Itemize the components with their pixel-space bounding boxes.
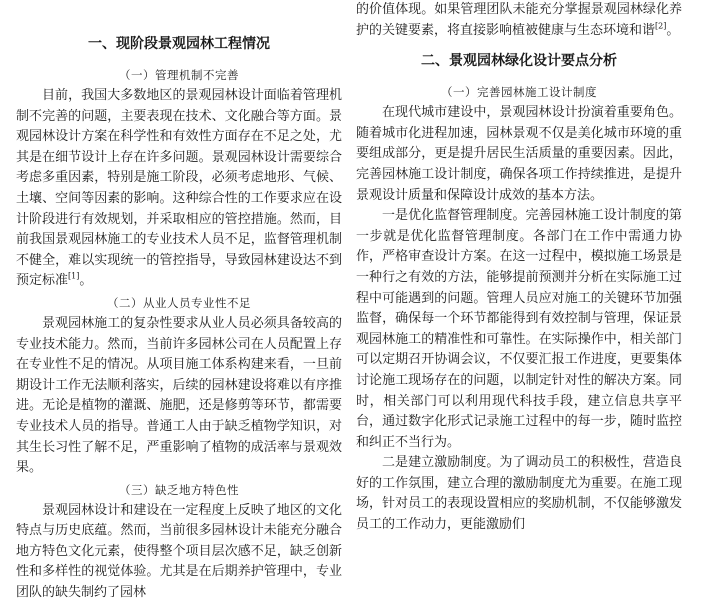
paragraph-continued xyxy=(356,0,682,41)
paragraph-incentive: 二是建立激励制度。为了调动员工的积极性，营造良好的工作氛围，建立合理的激励制度尤为重要。在施工现场，针对员工的表现设置相应的奖励机制，不仅能够激发员工的工作动力，更能激励们 xyxy=(356,455,682,533)
paragraph-continued-end: 。 xyxy=(666,22,680,38)
section-heading-1: 一、现阶段景观园林工程情况 xyxy=(88,36,270,52)
section-heading-2: 二、景观园林绿化设计要点分析 xyxy=(421,53,617,70)
paragraph-local-features: 景观园林设计和建设在一定程度上反映了地区的文化特点与历史底蕴。然而，当前很多园林设计未能充分融合地方特色文化元素，使得整个项目层次感不足，缺乏创新性和多样性的视觉体验。尤其是在后期养护管理中，专业团队的缺失制约了园林 xyxy=(16,502,342,601)
subsection-title-1-1: （一）管理机制不完善 xyxy=(119,68,239,82)
paragraph-management-end: 。 xyxy=(79,273,93,289)
paragraph-staff: 景观园林施工的复杂性要求从业人员必须具备较高的专业技术能力。然而，当前许多园林公司在人员配置上存在专业性不足的情况。从项目施工体系构建来看，一旦前期设计工作无法顺利落实，后续的园林建设将难以有序推进。无论是植物的灌溉、施肥，还是修剪等环节，都需要专业技术人员的指导。普通工人由于缺乏植物学知识，对其生长习性了解不足，严重影响了植物的成活率与景观效果。 xyxy=(16,315,342,476)
paragraph-management-text: 目前，我国大多数地区的景观园林设计面临着管理机制不完善的问题，主要表现在技术、文化融合等方面。景观园林设计方案在科学性和有效性方面存在不足之处，尤其是在细节设计上存在许多问题。景观园林设计需要综合考虑多重因素，特别是施工阶段，必须考虑地形、气候、土壤、空间等因素的影响。这种综合性的工作要求应在设计阶段进行有效规划，并采取相应的管控措施。然而，目前我国景观园林施工的专业技术人员不足，监督管理机制不健全，难以实现统一的管控指导，导致园林建设达不到预定标准 xyxy=(16,88,342,289)
citation-1[interactable]: [1] xyxy=(68,272,80,282)
subsection-title-2-1: （一）完善园林施工设计制度 xyxy=(441,85,597,100)
paragraph-continued-text: 的价值体现。如果管理团队未能充分掌握景观园林绿化养护的关键要素，将直接影响植被健康与生态环境和谐 xyxy=(356,2,682,38)
paragraph-management xyxy=(16,86,342,292)
subsection-title-1-2: （二）从业人员专业性不足 xyxy=(107,295,251,310)
right-column xyxy=(356,0,682,536)
paragraph-supervision: 一是优化监督管理制度。完善园林施工设计制度的第一步就是优化监督管理制度。各部门在工作中需通力协作，严格审查设计方案。在这一过程中，模拟施工场景是一种行之有效的方法，能够提前预测并分析在实际施工过程中可能遇到的问题。管理人员应对施工的关键环节加强监督，确保每一个环节都能得到有效控制与管理，保证景观园林施工的精准性和可靠性。在实际操作中，相关部门可以定期召开协调会议，不仅要汇报工作进度，更要集体讨论施工现场存在的问题，以制定针对性的解决方案。同时，相关部门可以利用现代科技手段，建立信息共享平台，通过数字化形式记录施工过程中的每一步，随时监控和纠正不当行为。 xyxy=(356,208,682,450)
left-column xyxy=(16,30,342,604)
subsection-title-1-3: （三）缺乏地方特色性 xyxy=(119,482,239,497)
paragraph-design-role: 在现代城市建设中，景观园林设计扮演着重要角色。随着城市化进程加速，园林景观不仅是美化城市环境的重要组成部分，更是提升居民生活质量的重要因素。因此，完善园林施工设计制度，确保各项工作持续推进，是提升景观设计质量和保障设计成效的基本方法。 xyxy=(356,105,682,203)
citation-2[interactable]: [2] xyxy=(655,21,667,31)
